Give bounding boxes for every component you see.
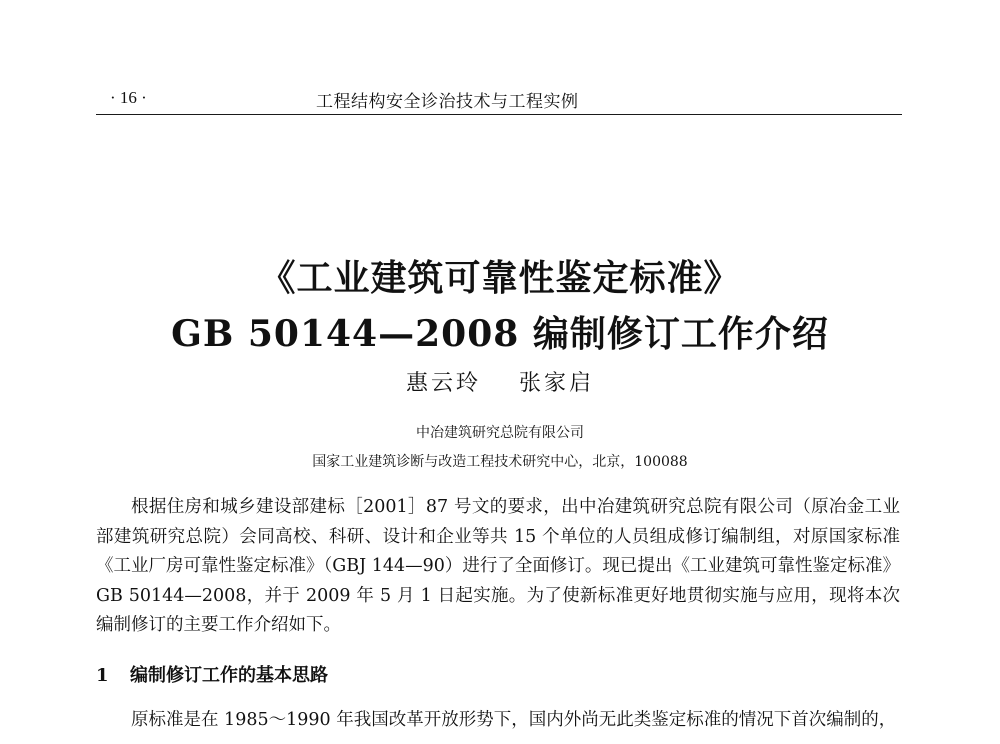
- affiliation-line1: 中冶建筑研究总院有限公司: [416, 425, 584, 441]
- body-paragraph-2: 原标准是在 1985～1990 年我国改革开放形势下，国内外尚无此类鉴定标准的情况下首次编制的，: [131, 710, 897, 730]
- page-number: · 16 ·: [110, 88, 147, 107]
- running-header: [96, 86, 902, 115]
- journal-title: 工程结构安全诊治技术与工程实例: [316, 92, 579, 112]
- section-number: 1: [96, 665, 109, 686]
- author-list: [0, 366, 1000, 397]
- section-title: 编制修订工作的基本思路: [130, 665, 328, 686]
- author-name: 张家启: [519, 371, 595, 396]
- affiliation-line2: 国家工业建筑诊断与改造工程技术研究中心，北京，100088: [312, 454, 688, 470]
- article-title-line2: GB 50144—2008 编制修订工作介绍: [171, 313, 829, 355]
- section-heading: [96, 661, 328, 687]
- author-name: 惠云玲: [405, 371, 481, 396]
- body-paragraph-1: 根据住房和城乡建设部建标［2001］87 号文的要求，出中冶建筑研究总院有限公司（原冶金工业部建筑研究总院）会同高校、科研、设计和企业等共 15 个单位的人员组成修订编制组，对原国家标准《工业厂房可靠性鉴定标准》（GBJ 144—90）进行了全面修订。现已提出《工业建筑可靠性鉴定标准》GB 50144—2008，并于 2009 年 5 月 1 日起实施。为了使新标准更好地贯彻实施与应用，现将本次编制修订的主要工作介绍如下。: [96, 497, 900, 635]
- article-title-line1: 《工业建筑可靠性鉴定标准》: [259, 257, 741, 299]
